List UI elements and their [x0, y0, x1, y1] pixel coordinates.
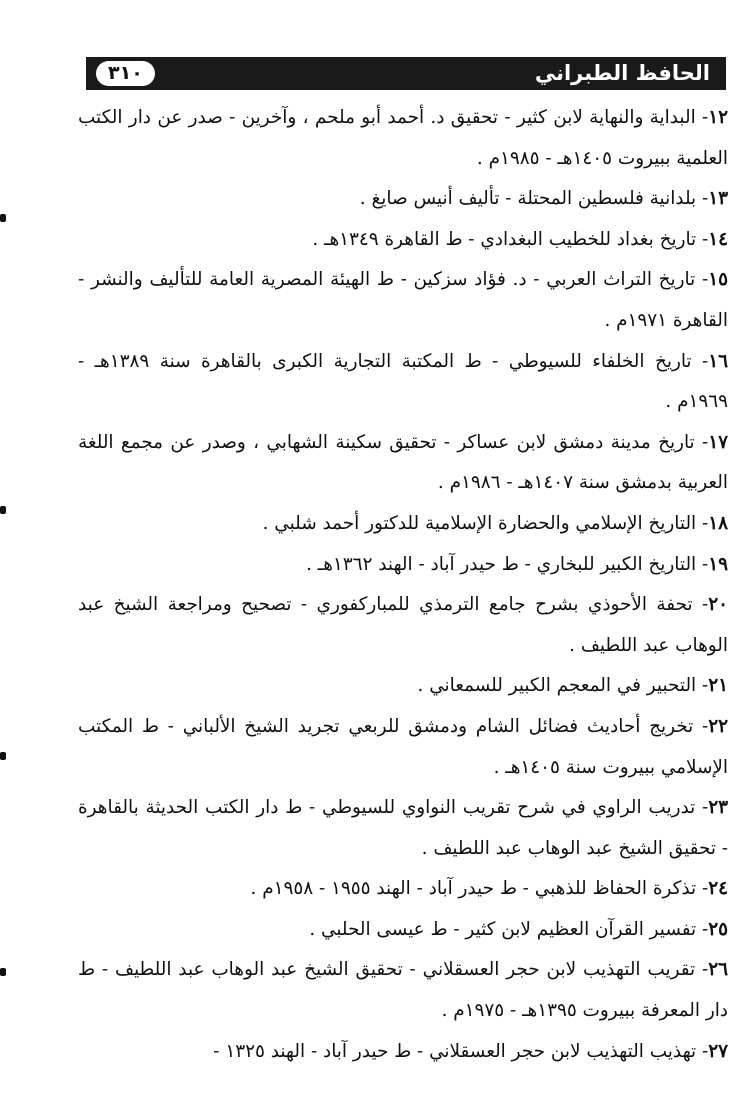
- entry-number: ١٩: [708, 553, 728, 575]
- entry-number: ٢٥: [708, 918, 728, 940]
- entry-text: - التاريخ الإسلامي والحضارة الإسلامية للدكتور أحمد شلبي .: [262, 512, 709, 534]
- list-item: [78, 666, 728, 707]
- entry-number: ٢٤: [708, 878, 728, 900]
- entry-number: ٢٧: [708, 1040, 728, 1062]
- list-item: [78, 342, 728, 423]
- list-item: [78, 910, 728, 951]
- entry-text: - تدريب الراوي في شرح تقريب النواوي للسيوطي - ط دار الكتب الحديثة بالقاهرة - تحقيق الشيخ عبد الوهاب عبد اللطيف .: [78, 797, 728, 859]
- entry-text: - تاريخ مدينة دمشق لابن عساكر - تحقيق سكينة الشهابي ، وصدر عن مجمع اللغة العربية بدمشق سنة ١٤٠٧هـ - ١٩٨٦م .: [78, 431, 728, 494]
- list-item: [78, 220, 728, 261]
- entry-text: - البداية والنهاية لابن كثير - تحقيق د. أحمد أبو ملحم ، وآخرين - صدر عن دار الكتب العلمية ببيروت ١٤٠٥هـ - ١٩٨٥م .: [78, 107, 728, 169]
- entry-number: ١٧: [708, 431, 728, 453]
- list-item: [78, 707, 728, 788]
- entry-number: ٢٠: [708, 594, 728, 616]
- entry-text: - التحبير في المعجم الكبير للسمعاني .: [417, 675, 709, 697]
- entry-text: - تفسير القرآن العظيم لابن كثير - ط عيسى الحلبي .: [309, 918, 709, 940]
- list-item: [78, 545, 728, 586]
- entry-text: - تخريج أحاديث فضائل الشام ودمشق للربعي تجريد الشيخ الألباني - ط المكتب الإسلامي ببيروت سنة ١٤٠٥هـ .: [78, 715, 728, 778]
- entry-number: ١٤: [708, 228, 728, 250]
- entry-text: - تهذيب التهذيب لابن حجر العسقلاني - ط حيدر آباد - الهند ١٣٢٥ -: [213, 1040, 709, 1062]
- entry-number: ٢٣: [708, 797, 728, 819]
- list-item: [78, 423, 728, 504]
- page-number: ٣١٠: [96, 61, 155, 87]
- entry-text: - تاريخ التراث العربي - د. فؤاد سزكين - ط الهيئة المصرية العامة للتأليف والنشر - القاهرة ١٩٧١م .: [78, 269, 728, 331]
- entry-number: ١٨: [708, 512, 728, 534]
- margin-mark: [0, 968, 6, 976]
- list-item: [78, 869, 728, 910]
- running-title: الحافظ الطبراني: [534, 61, 710, 85]
- entry-text: - تاريخ بغداد للخطيب البغدادي - ط القاهرة ١٣٤٩هـ .: [312, 228, 709, 250]
- entry-number: ٢٢: [708, 715, 728, 737]
- entry-number: ١٢: [708, 107, 728, 128]
- margin-mark: [0, 752, 6, 760]
- entry-text: - تحفة الأحوذي بشرح جامع الترمذي للمباركفوري - تصحيح ومراجعة الشيخ عبد الوهاب عبد اللطيف .: [78, 594, 728, 656]
- list-item: [78, 260, 728, 341]
- entry-number: ٢١: [708, 675, 728, 697]
- entry-text: - تقريب التهذيب لابن حجر العسقلاني - تحقيق الشيخ عبد الوهاب عبد اللطيف - ط دار المعرفة ببيروت ١٣٩٥هـ - ١٩٧٥م .: [78, 959, 728, 1022]
- entry-text: - بلدانية فلسطين المحتلة - تأليف أنيس صايغ .: [359, 188, 709, 210]
- entry-number: ٢٦: [708, 959, 728, 981]
- list-item: [78, 1032, 728, 1073]
- margin-mark: [0, 214, 6, 222]
- entry-text: - تاريخ الخلفاء للسيوطي - ط المكتبة التجارية الكبرى بالقاهرة سنة ١٣٨٩هـ - ١٩٦٩م .: [78, 350, 728, 413]
- entry-number: ١٦: [708, 350, 728, 372]
- bibliography-list: [78, 98, 728, 1072]
- list-item: [78, 504, 728, 545]
- running-header: [86, 57, 726, 90]
- entry-number: ١٣: [708, 188, 728, 210]
- list-item: [78, 585, 728, 666]
- entry-text: - التاريخ الكبير للبخاري - ط حيدر آباد - الهند ١٣٦٢هـ .: [306, 553, 709, 575]
- list-item: [78, 98, 728, 179]
- margin-mark: [0, 506, 6, 514]
- list-item: [78, 788, 728, 869]
- list-item: [78, 950, 728, 1031]
- entry-number: ١٥: [708, 269, 728, 291]
- entry-text: - تذكرة الحفاظ للذهبي - ط حيدر آباد - الهند ١٩٥٥ - ١٩٥٨م .: [250, 878, 709, 900]
- list-item: [78, 179, 728, 220]
